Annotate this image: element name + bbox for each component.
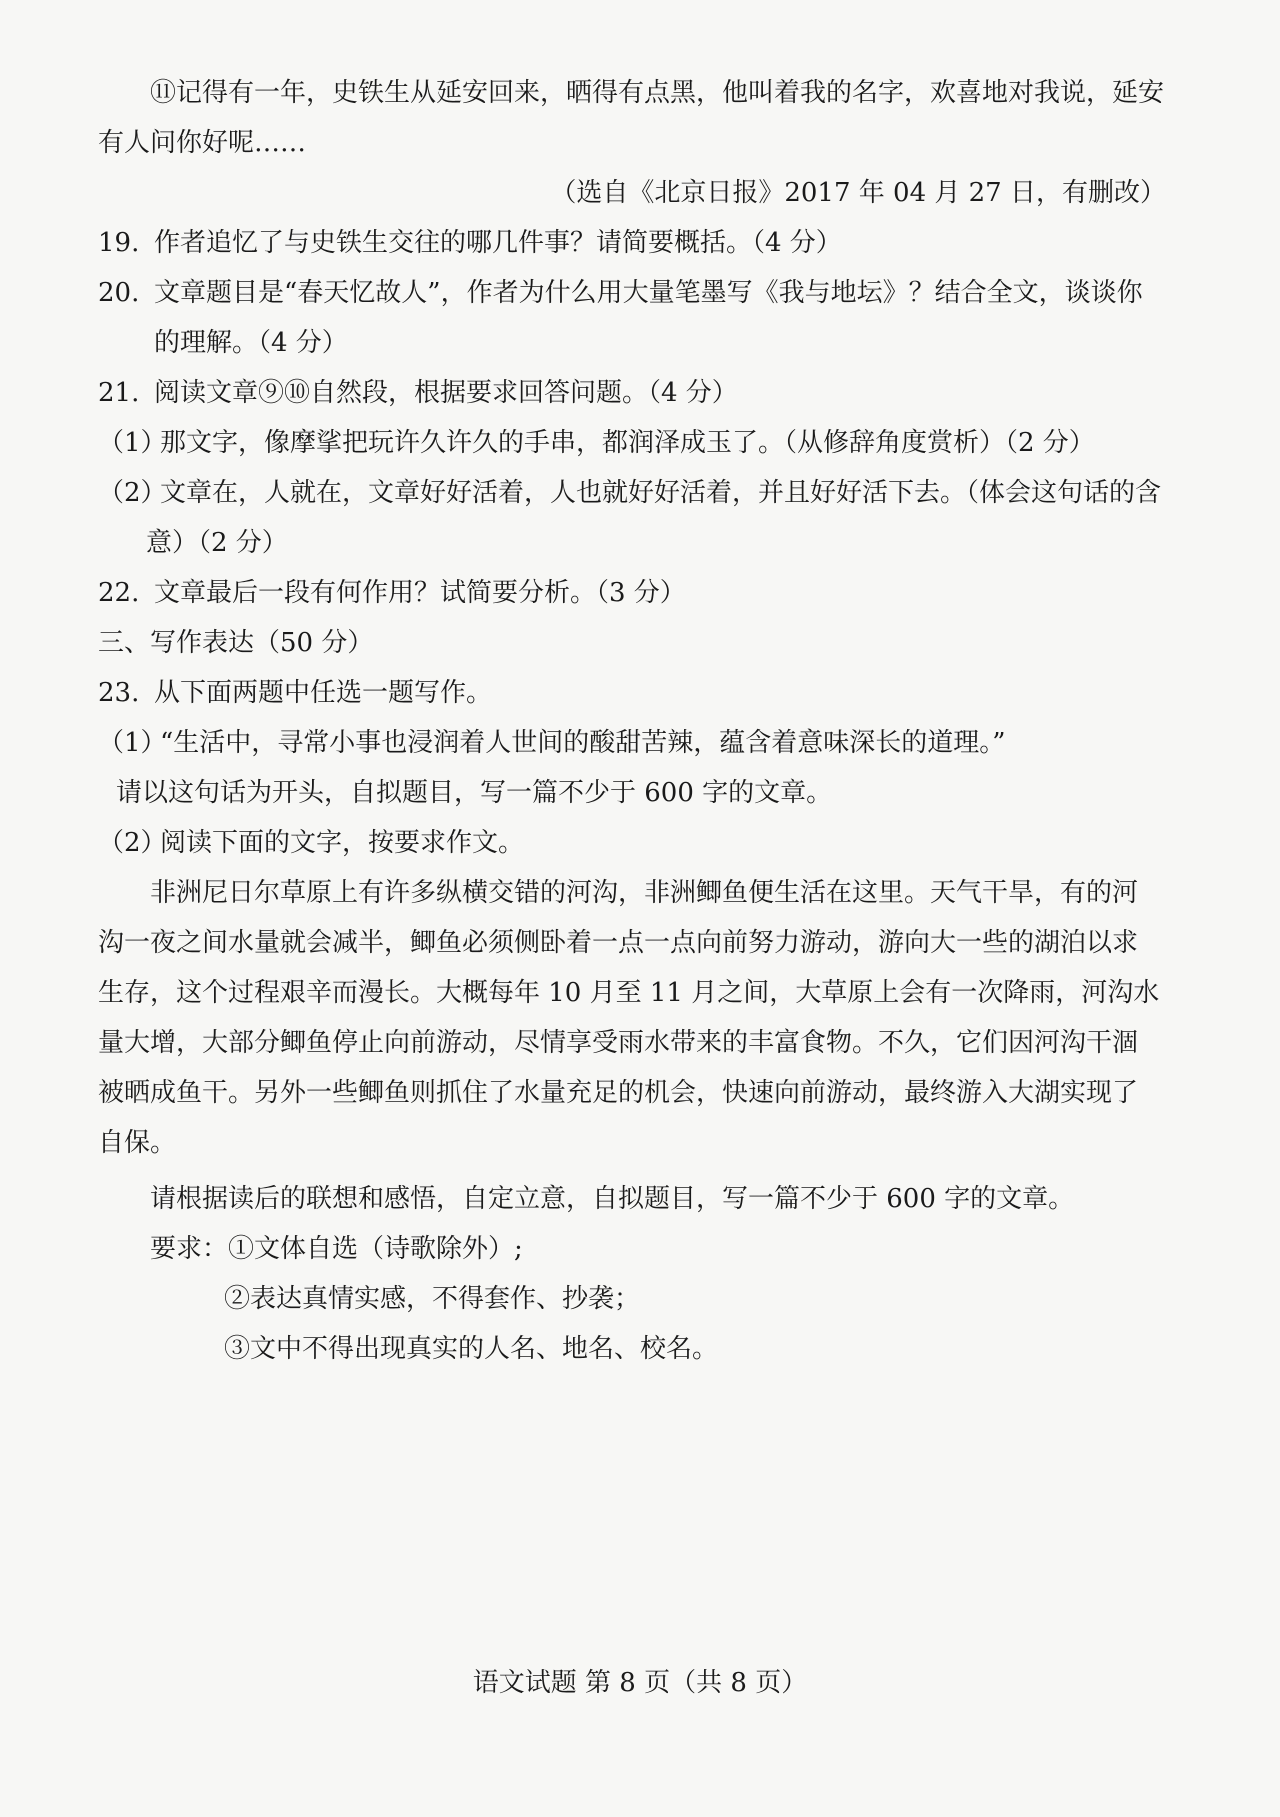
- requirement-item: ③文中不得出现真实的人名、地名、校名。: [224, 1334, 719, 1364]
- requirements-label: 要求：: [150, 1234, 229, 1264]
- requirement-item: ②表达真情实感，不得套作、抄袭；: [224, 1284, 641, 1314]
- prompt-text: 阅读下面的文字，按要求作文。: [160, 828, 525, 858]
- prompt-1-instruction: 请以这句话为开头，自拟题目，写一篇不少于 600 字的文章。: [116, 778, 833, 808]
- prompt-number: （2）: [98, 828, 167, 858]
- story-line: 非洲尼日尔草原上有许多纵横交错的河沟，非洲鲫鱼便生活在这里。天气干旱，有的河: [150, 878, 1139, 908]
- question-text: 阅读文章⑨⑩自然段，根据要求回答问题。（4 分）: [154, 378, 738, 408]
- story-line: 被晒成鱼干。另外一些鲫鱼则抓住了水量充足的机会，快速向前游动，最终游入大湖实现了: [98, 1078, 1139, 1108]
- writing-prompt-1: [98, 718, 1170, 768]
- question-number: 21.: [98, 378, 140, 408]
- question-text: 文章题目是“春天忆故人”，作者为什么用大量笔墨写《我与地坛》？结合全文，谈谈你: [154, 278, 1143, 308]
- question-number: 22.: [98, 578, 140, 608]
- story-line: 自保。: [98, 1128, 177, 1158]
- writing-prompt-2: [98, 818, 1170, 868]
- passage-para11-line1: ⑪记得有一年，史铁生从延安回来，晒得有点黑，他叫着我的名字，欢喜地对我说，延安: [150, 78, 1165, 108]
- prompt-2-instruction: 请根据读后的联想和感悟，自定立意，自拟题目，写一篇不少于 600 字的文章。: [150, 1184, 1075, 1214]
- page-footer: 语文试题 第 8 页（共 8 页）: [472, 1668, 808, 1698]
- prompt-quote: “生活中，寻常小事也浸润着人世间的酸甜苦辣，蕴含着意味深长的道理。”: [160, 728, 1006, 758]
- question-21-sub-2: [98, 468, 1170, 518]
- story-line: 生存，这个过程艰辛而漫长。大概每年 10 月至 11 月之间，大草原上会有一次降雨，河沟水: [98, 978, 1160, 1008]
- story-line: 沟一夜之间水量就会减半，鲫鱼必须侧卧着一点一点向前努力游动，游向大一些的湖泊以求: [98, 928, 1139, 958]
- question-21-sub-2-continuation: 意）（2 分）: [146, 528, 288, 558]
- sub-question-number: （2）: [98, 478, 167, 508]
- question-19: [98, 218, 1170, 268]
- question-22: [98, 568, 1170, 618]
- passage-para11-line2: 有人问你好呢……: [98, 128, 307, 158]
- question-20-continuation: 的理解。（4 分）: [154, 328, 348, 358]
- requirement-item: ①文体自选（诗歌除外）;: [228, 1234, 523, 1264]
- question-text: 作者追忆了与史铁生交往的哪几件事？请简要概括。（4 分）: [154, 228, 842, 258]
- question-text: 文章最后一段有何作用？试简要分析。（3 分）: [154, 578, 686, 608]
- sub-question-text: 那文字，像摩挲把玩许久许久的手串，都润泽成玉了。（从修辞角度赏析）（2 分）: [160, 428, 1095, 458]
- prompt-number: （1）: [98, 728, 167, 758]
- question-20: [98, 268, 1170, 318]
- question-number: 19.: [98, 228, 140, 258]
- question-21-sub-1: [98, 418, 1170, 468]
- story-line: 量大增，大部分鲫鱼停止向前游动，尽情享受雨水带来的丰富食物。不久，它们因河沟干涸: [98, 1028, 1139, 1058]
- question-21: [98, 368, 1170, 418]
- sub-question-text: 文章在，人就在，文章好好活着，人也就好好活着，并且好好活下去。（体会这句话的含: [160, 478, 1162, 508]
- passage-source: （选自《北京日报》2017 年 04 月 27 日，有删改）: [550, 178, 1166, 208]
- requirements-row-1: [98, 1224, 1170, 1274]
- question-number: 20.: [98, 278, 140, 308]
- section-heading-writing: 三、写作表达（50 分）: [98, 628, 374, 658]
- sub-question-number: （1）: [98, 428, 167, 458]
- question-text: 从下面两题中任选一题写作。: [154, 678, 493, 708]
- question-23: [98, 668, 1170, 718]
- question-number: 23.: [98, 678, 140, 708]
